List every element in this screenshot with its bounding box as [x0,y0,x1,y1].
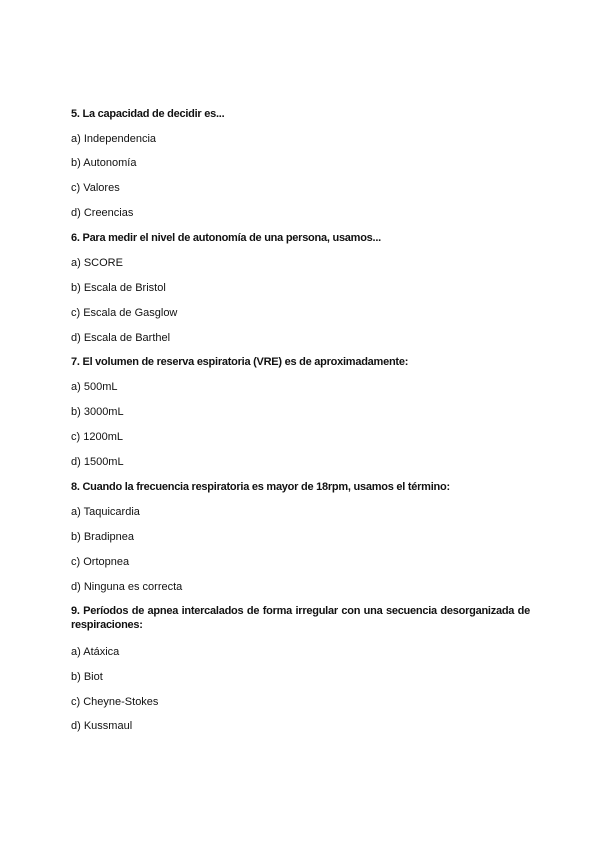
question-6-option-b: b) Escala de Bristol [71,282,166,294]
question-9-option-d: d) Kussmaul [71,720,133,732]
question-9-option-b: b) Biot [71,671,103,683]
question-7-option-a: a) 500mL [71,381,118,393]
question-6-option-d: d) Escala de Barthel [71,332,171,344]
question-9-option-c: c) Cheyne-Stokes [71,696,159,708]
question-7-option-c: c) 1200mL [71,431,123,443]
question-7: 7. El volumen de reserva espiratoria (VRE) es de aproximadamente: [71,356,409,368]
question-5-option-b: b) Autonomía [71,157,137,169]
question-8-option-b: b) Bradipnea [71,531,134,543]
question-7-option-d: d) 1500mL [71,456,124,468]
question-6: 6. Para medir el nivel de autonomía de una persona, usamos... [71,232,381,244]
question-6-option-a: a) SCORE [71,257,123,269]
question-9-option-a: a) Atáxica [71,646,120,658]
question-8-option-c: c) Ortopnea [71,556,130,568]
question-5-option-d: d) Creencias [71,207,134,219]
question-8-option-a: a) Taquicardia [71,506,140,518]
question-5-option-a: a) Independencia [71,133,157,145]
question-5-option-c: c) Valores [71,182,120,194]
question-5: 5. La capacidad de decidir es... [71,108,225,120]
question-6-option-c: c) Escala de Gasglow [71,307,178,319]
question-8-option-d: d) Ninguna es correcta [71,581,183,593]
question-9: 9. Períodos de apnea intercalados de forma irregular con una secuencia desorganizada de respiraciones: [71,605,530,631]
question-7-option-b: b) 3000mL [71,406,124,418]
question-8: 8. Cuando la frecuencia respiratoria es mayor de 18rpm, usamos el término: [71,481,450,493]
